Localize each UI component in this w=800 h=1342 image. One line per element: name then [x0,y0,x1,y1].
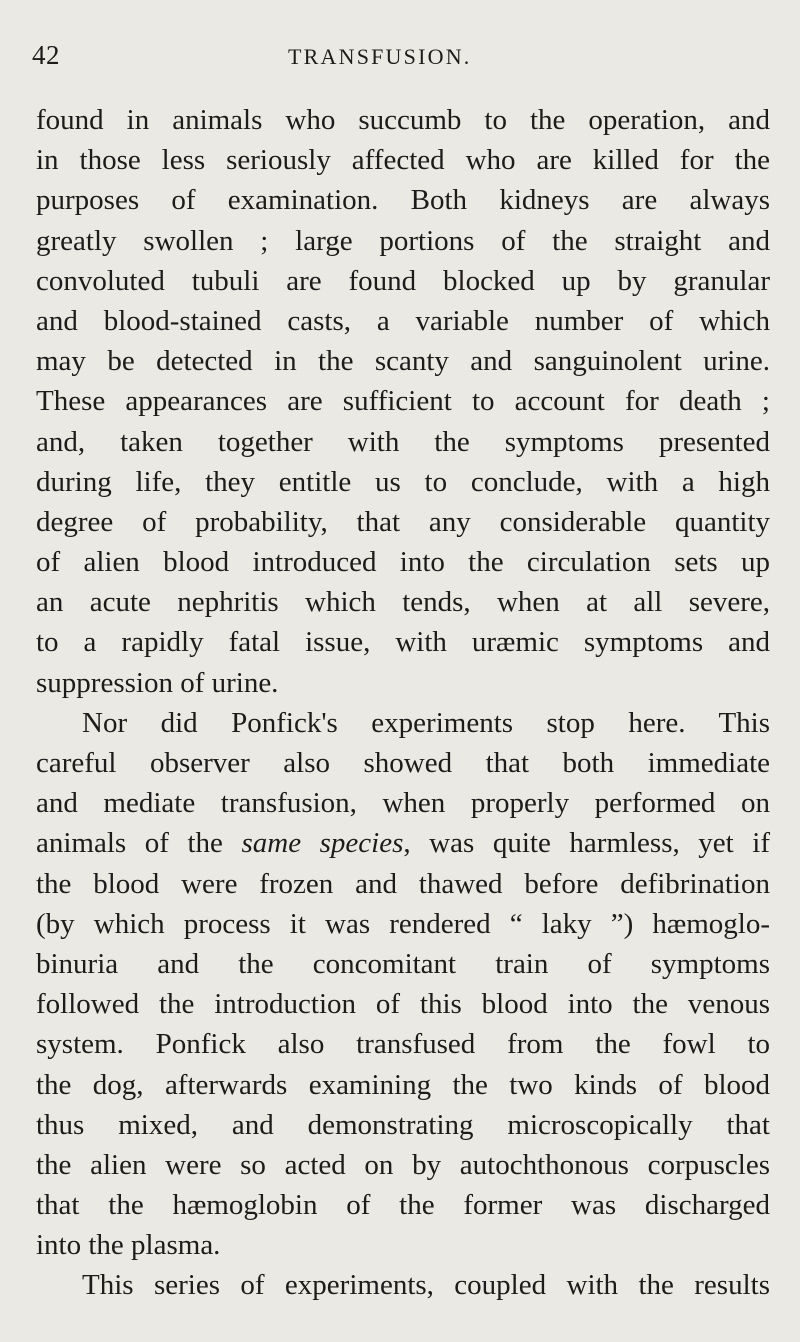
text-line: Nor did Ponfick's experiments stop here. This [82,706,770,739]
text-run: , was quite harmless, yet if [403,827,770,860]
text-line: (by which process it was rendered “ laky ”) hæmoglo- [36,907,770,940]
text-line: that the hæmoglobin of the former was discharged [36,1189,770,1222]
text-line: during life, they entitle us to conclude, with a high [36,465,770,498]
text-line: purposes of examination. Both kidneys are always [36,184,770,217]
text-line: in those less seriously affected who are killed for the [36,144,770,177]
running-title: TRANSFUSION. [288,44,472,69]
page-header [0,36,800,76]
text-line: and blood-stained casts, a variable number of which [36,304,770,337]
text-line: the alien were so acted on by autochthonous corpuscles [36,1148,770,1181]
text-line-with-italic [36,823,770,863]
text-line: These appearances are sufficient to account for death ; [36,385,770,418]
text-line: and mediate transfusion, when properly performed on [36,787,770,820]
paragraph [36,1265,770,1305]
text-line: the blood were frozen and thawed before defibrination [36,867,770,900]
text-line: may be detected in the scanty and sanguinolent urine. [36,345,770,378]
italic-text-run: same species [241,827,404,860]
text-line: the dog, afterwards examining the two kinds of blood [36,1068,770,1101]
text-line: of alien blood introduced into the circulation sets up [36,546,770,579]
text-line: into the plasma. [36,1229,221,1262]
text-run: animals of the [36,827,242,860]
paragraph [36,703,770,1266]
text-line: convoluted tubuli are found blocked up by granular [36,264,770,297]
text-line: degree of probability, that any considerable quantity [36,505,770,538]
text-line: suppression of urine. [36,666,279,699]
text-line: found in animals who succumb to the operation, and [36,104,770,136]
text-line: followed the introduction of this blood into the venous [36,988,770,1021]
text-line: system. Ponfick also transfused from the fowl to [36,1028,770,1061]
text-line: greatly swollen ; large portions of the straight and [36,224,770,257]
text-line: binuria and the concomitant train of symptoms [36,947,770,980]
body-text [36,100,770,1306]
text-line: to a rapidly fatal issue, with uræmic symptoms and [36,626,770,659]
page-number: 42 [32,40,60,70]
text-line: This series of experiments, coupled with the results [82,1269,770,1302]
paragraph [36,100,770,703]
text-line: careful observer also showed that both immediate [36,747,770,779]
text-line: an acute nephritis which tends, when at all severe, [36,586,770,619]
text-line: thus mixed, and demonstrating microscopically that [36,1108,770,1141]
text-line: and, taken together with the symptoms presented [36,425,770,458]
